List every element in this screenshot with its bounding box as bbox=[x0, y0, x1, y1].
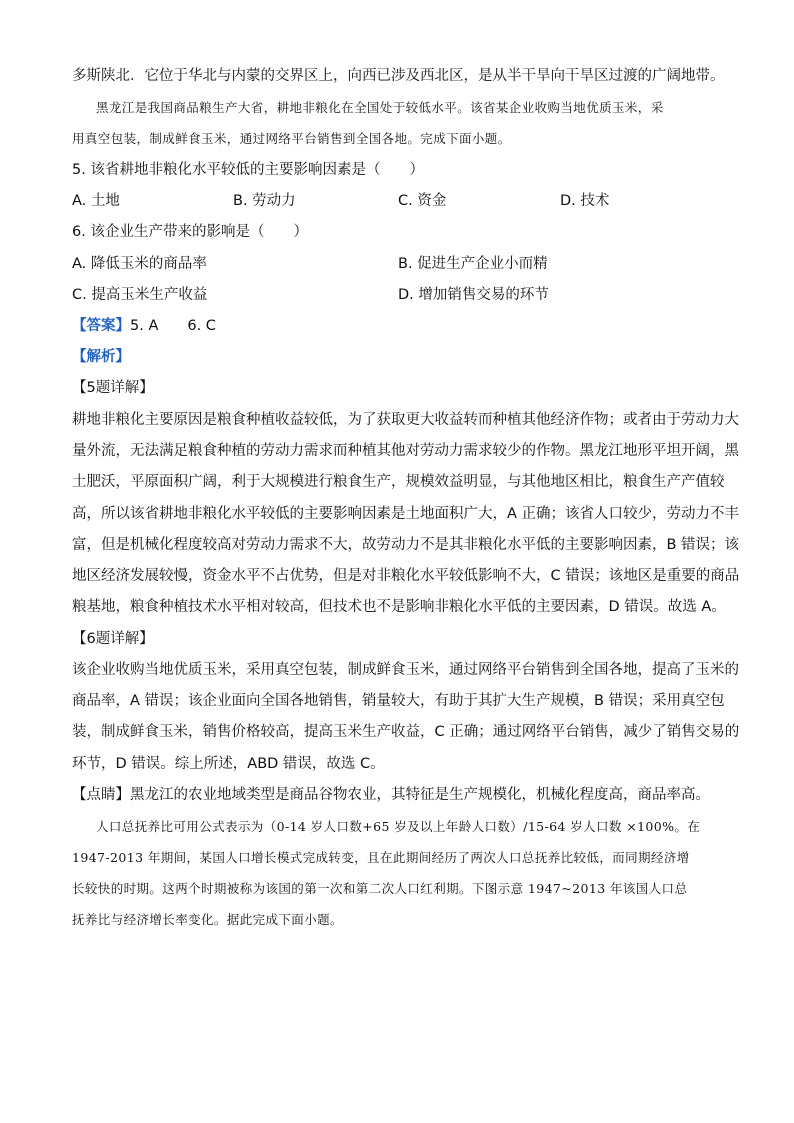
highlight-text: 黑龙江的农业地域类型是商品谷物农业，其特征是生产规模化，机械化程度高，商品率高。 bbox=[130, 787, 710, 803]
q5-option-c: C. 资金 bbox=[398, 193, 447, 209]
q6-option-b: B. 促进生产企业小而精 bbox=[398, 256, 548, 272]
answer-tag: 【答案】 bbox=[72, 318, 130, 334]
detail-5-heading: 【5题详解】 bbox=[72, 380, 154, 396]
detail-5-line: 粮基地，粮食种植技术水平相对较高，但技术也不是影响非粮化水平低的主要因素，D 错误。故选 A。 bbox=[72, 599, 726, 615]
detail-5-line: 量外流，无法满足粮食种植的劳动力需求而种植其他对劳动力需求较少的作物。黑龙江地形平坦开阔，黑 bbox=[72, 443, 739, 459]
q5-option-a: A. 土地 bbox=[72, 193, 120, 209]
analysis-tag: 【解析】 bbox=[72, 349, 130, 365]
material-line-1: 黑龙江是我国商品粮生产大省，耕地非粮化在全国处于较低水平。该省某企业收购当地优质玉米，采 bbox=[96, 100, 664, 115]
detail-6-heading: 【6题详解】 bbox=[72, 631, 154, 647]
detail-5-line: 地区经济发展较慢，资金水平不占优势，但是对非粮化水平较低影响不大，C 错误；该地区是重要的商品 bbox=[72, 568, 740, 584]
next-material-line-4: 抚养比与经济增长率变化。据此完成下面小题。 bbox=[72, 912, 343, 927]
detail-5-line: 高，所以该省耕地非粮化水平较低的主要影响因素是土地面积广大，A 正确；该省人口较少，劳动力不丰 bbox=[72, 506, 740, 522]
material-line-2: 用真空包装，制成鲜食玉米，通过网络平台销售到全国各地。完成下面小题。 bbox=[72, 131, 511, 146]
detail-6-line: 商品率，A 错误；该企业面向全国各地销售，销量较大，有助于其扩大生产规模，B 错误；采用真空包 bbox=[72, 693, 725, 709]
next-material-line-1: 人口总抚养比可用公式表示为（0-14 岁人口数+65 岁及以上年龄人口数）/15-64 岁人口数 ×100%。在 bbox=[96, 819, 701, 834]
q6-option-d: D. 增加销售交易的环节 bbox=[398, 287, 549, 303]
q6-option-a: A. 降低玉米的商品率 bbox=[72, 256, 207, 272]
detail-5-line: 耕地非粮化主要原因是粮食种植收益较低，为了获取更大收益转而种植其他经济作物；或者由于劳动力大 bbox=[72, 412, 739, 428]
intro-tail-text: 多斯陕北．它位于华北与内蒙的交界区上，向西已涉及西北区，是从半干旱向干旱区过渡的广阔地带。 bbox=[72, 68, 725, 84]
detail-5-line: 富，但是机械化程度较高对劳动力需求不大，故劳动力不是其非粮化水平低的主要影响因素，B 错误；该 bbox=[72, 537, 740, 553]
analysis-heading bbox=[72, 347, 722, 367]
question-6-stem: 6. 该企业生产带来的影响是（ ） bbox=[72, 224, 308, 240]
detail-6-line: 环节，D 错误。综上所述，ABD 错误，故选 C。 bbox=[72, 756, 385, 772]
highlight-tag: 【点睛】 bbox=[72, 787, 130, 803]
highlight-line bbox=[72, 785, 722, 805]
answer-text: 5. A 6. C bbox=[130, 318, 216, 334]
next-material-line-2: 1947-2013 年期间，某国人口增长模式完成转变，且在此期间经历了两次人口总抚养比较低，而同期经济增 bbox=[72, 850, 690, 865]
detail-6-line: 装，制成鲜食玉米，销售价格较高，提高玉米生产收益，C 正确；通过网络平台销售，减少了销售交易的 bbox=[72, 724, 740, 740]
q5-option-b: B. 劳动力 bbox=[233, 193, 296, 209]
detail-5-line: 土肥沃，平原面积广阔，利于大规模进行粮食生产，规模效益明显，与其他地区相比，粮食生产产值较 bbox=[72, 474, 725, 490]
answer-line bbox=[72, 316, 722, 336]
detail-6-line: 该企业收购当地优质玉米，采用真空包装，制成鲜食玉米，通过网络平台销售到全国各地，提高了玉米的 bbox=[72, 662, 739, 678]
q5-option-d: D. 技术 bbox=[560, 193, 610, 209]
question-5-stem: 5. 该省耕地非粮化水平较低的主要影响因素是（ ） bbox=[72, 162, 424, 178]
q6-option-c: C. 提高玉米生产收益 bbox=[72, 287, 208, 303]
next-material-line-3: 长较快的时期。这两个时期被称为该国的第一次和第二次人口红利期。下图示意 1947~2013 年该国人口总 bbox=[72, 881, 688, 896]
